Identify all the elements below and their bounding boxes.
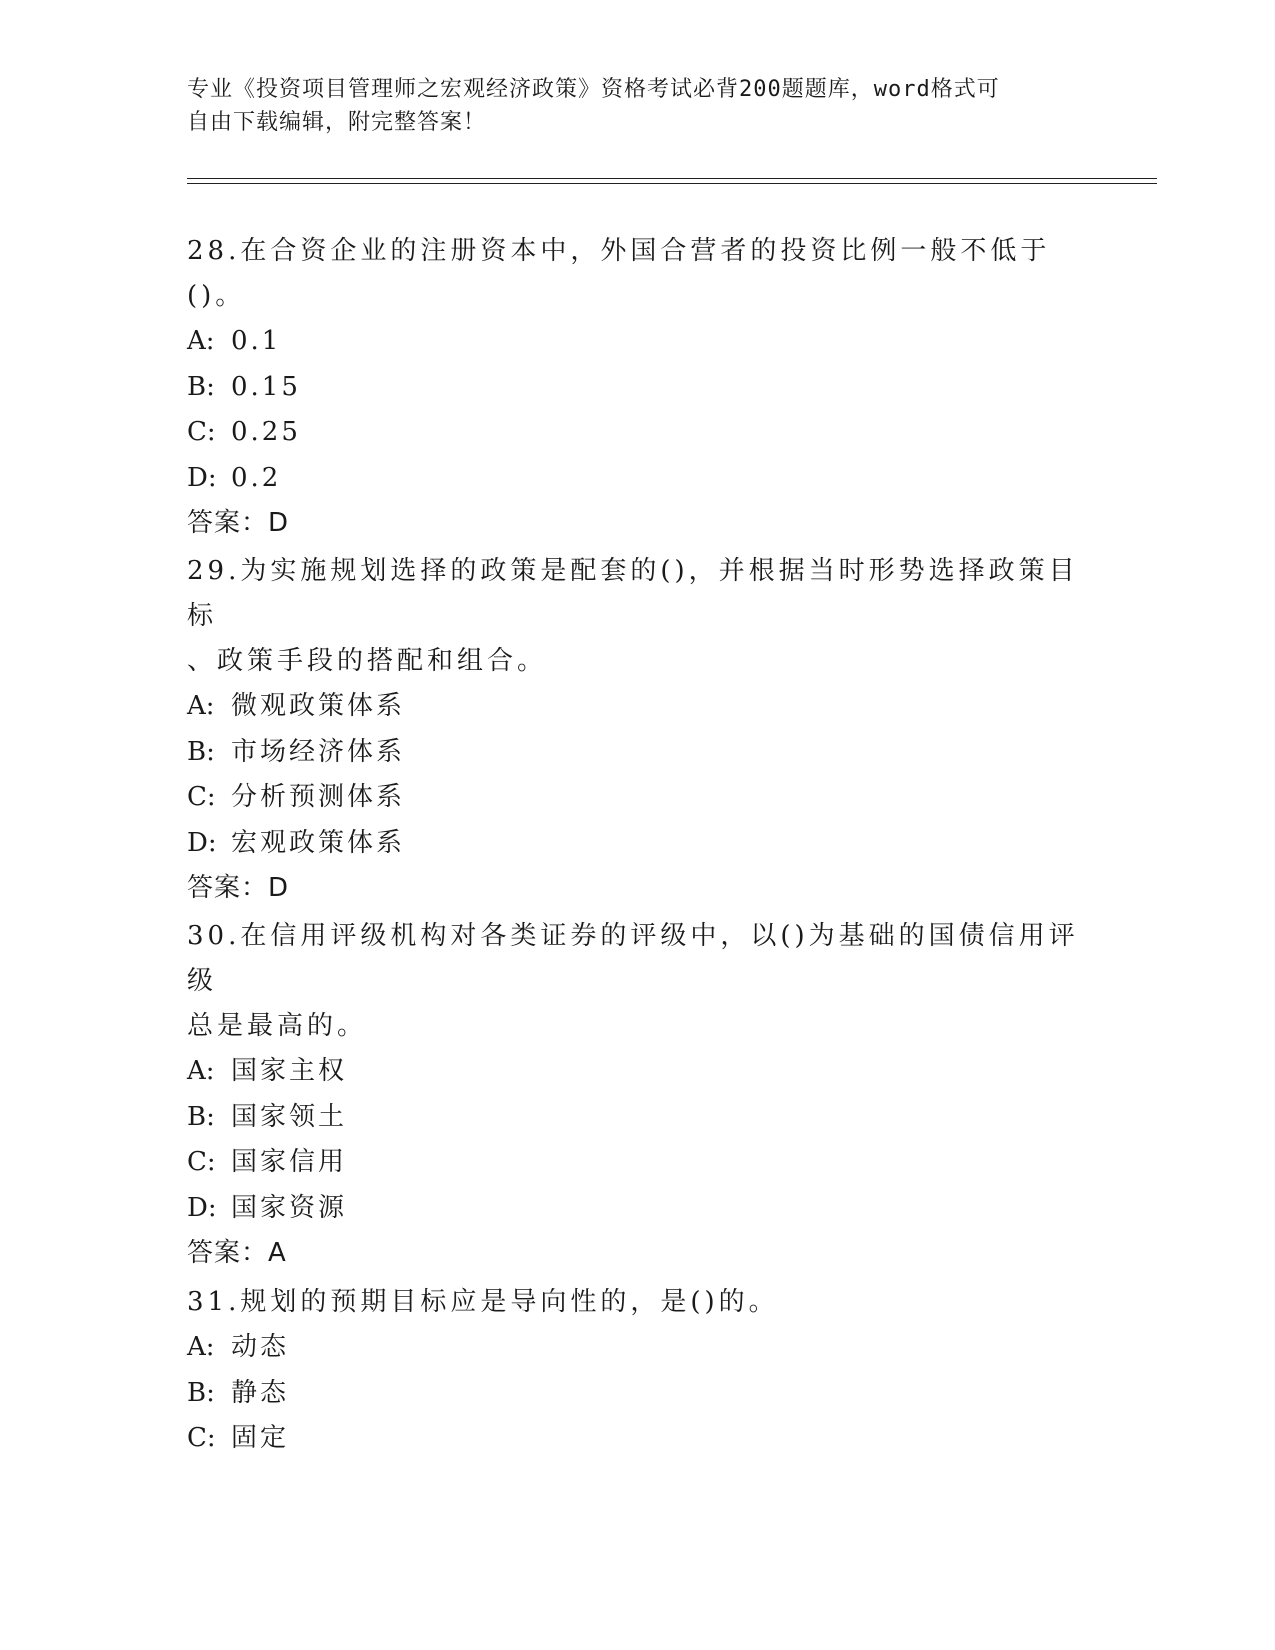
- option-label: A:: [187, 1332, 215, 1362]
- question-stem: 31.规划的预期目标应是导向性的，是()的。: [187, 1287, 779, 1317]
- option-label: C:: [187, 1423, 216, 1453]
- option-b: [187, 1371, 1087, 1417]
- option-a: [187, 319, 1087, 365]
- question-stem-line-1: 30.在信用评级机构对各类证券的评级中，以()为基础的国债信用评级: [187, 921, 1079, 996]
- option-text: 市场经济体系: [231, 736, 406, 767]
- option-label: D:: [187, 827, 217, 858]
- option-text: 分析预测体系: [231, 782, 406, 812]
- option-text: 国家领土: [231, 1101, 348, 1132]
- option-text: 0.1: [231, 326, 282, 356]
- header-line-1: 专业《投资项目管理师之宏观经济政策》资格考试必背200题题库，word格式可: [187, 77, 1000, 102]
- option-label: A:: [187, 1056, 215, 1086]
- question-stem-line-2: 、政策手段的搭配和组合。: [187, 646, 548, 676]
- option-label: C:: [187, 782, 216, 812]
- option-text: 宏观政策体系: [231, 827, 406, 858]
- option-text: 固定: [231, 1423, 290, 1453]
- option-label: B:: [187, 1377, 215, 1408]
- answer: 答案：A: [187, 1238, 287, 1268]
- option-b: [187, 365, 1087, 411]
- option-text: 国家资源: [231, 1192, 348, 1223]
- document-header: [187, 73, 1067, 139]
- question-stem-line-2: 总是最高的。: [187, 1011, 368, 1041]
- option-a: [187, 684, 1087, 730]
- option-text: 微观政策体系: [231, 691, 406, 721]
- option-text: 静态: [231, 1377, 290, 1408]
- option-label: B:: [187, 1101, 215, 1132]
- option-c: [187, 1416, 1087, 1462]
- question-30: [187, 914, 1087, 1276]
- answer: 答案：D: [187, 873, 290, 903]
- header-line-2: 自由下载编辑，附完整答案！: [187, 110, 487, 135]
- option-text: 国家信用: [231, 1147, 348, 1177]
- option-b: [187, 1095, 1087, 1141]
- option-d: [187, 821, 1087, 867]
- option-d: [187, 456, 1087, 502]
- option-text: 0.15: [231, 371, 301, 402]
- header-divider-top: [187, 178, 1157, 179]
- option-d: [187, 1186, 1087, 1232]
- question-stem-line-1: 29.为实施规划选择的政策是配套的()，并根据当时形势选择政策目标: [187, 556, 1079, 631]
- option-text: 动态: [231, 1332, 290, 1362]
- question-stem: 28.在合资企业的注册资本中，外国合营者的投资比例一般不低于()。: [187, 236, 1051, 311]
- option-label: A:: [187, 326, 215, 356]
- option-label: D:: [187, 462, 217, 493]
- option-text: 国家主权: [231, 1056, 348, 1086]
- question-28: [187, 229, 1087, 546]
- option-label: B:: [187, 736, 215, 767]
- option-label: D:: [187, 1192, 217, 1223]
- question-29: [187, 549, 1087, 911]
- option-label: C:: [187, 1147, 216, 1177]
- option-a: [187, 1049, 1087, 1095]
- question-31: [187, 1280, 1087, 1462]
- option-c: [187, 1140, 1087, 1186]
- option-c: [187, 775, 1087, 821]
- option-text: 0.2: [231, 462, 282, 493]
- option-b: [187, 730, 1087, 776]
- option-label: B:: [187, 371, 215, 402]
- answer: 答案：D: [187, 508, 290, 538]
- option-label: C:: [187, 417, 216, 447]
- option-text: 0.25: [231, 417, 301, 447]
- option-a: [187, 1325, 1087, 1371]
- option-c: [187, 410, 1087, 456]
- header-divider-bottom: [187, 183, 1157, 184]
- option-label: A:: [187, 691, 215, 721]
